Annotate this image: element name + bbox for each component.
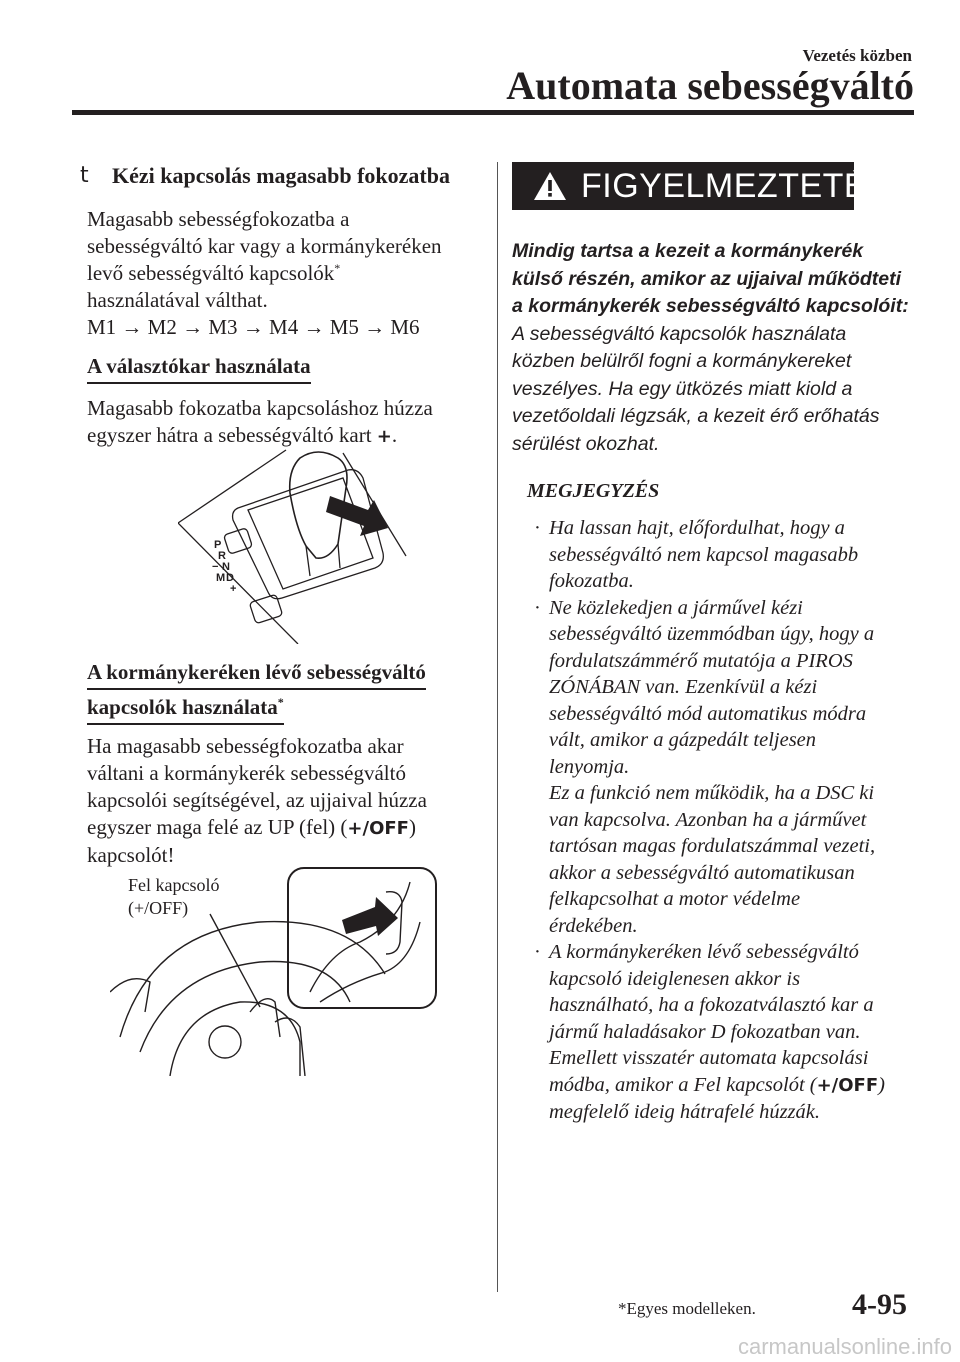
text-line: Ha magasabb sebességfokozatba akar [87,734,404,758]
warning-bold-line: a kormánykerék sebességváltó kapcsolóit: [512,295,909,317]
column-divider [497,162,498,1292]
gear-sequence: M1 → M2 → M3 → M4 → M5 → M6 [87,315,420,339]
intro-paragraph [87,206,482,341]
text-line: kapcsolót! [87,843,175,867]
page-title: Automata sebességváltó [506,63,914,108]
lever-heading-block [87,353,482,384]
subheading: Kézi kapcsolás magasabb fokozatba [112,163,450,188]
paddle-paragraph [87,733,482,869]
warning-bold-line: külső részén, amikor az ujjaival működteti [512,267,902,290]
note-title: MEGJEGYZÉS [527,480,660,502]
shifter-label-m: M [216,572,226,584]
warning-banner [512,162,891,210]
plus-off-button-symbol: +/OFF [816,1074,879,1096]
plus-off-button-symbol: +/OFF [347,818,409,839]
shifter-label-d: D [226,572,234,584]
warning-line: közben belülről fogni a kormánykereket [512,350,852,372]
shifter-label-plus: + [230,583,237,595]
text-line: sebességváltó kar vagy a kormánykeréken [87,234,442,258]
text-line: Magasabb sebességfokozatba a [87,207,350,231]
footnote: *Egyes modelleken. [618,1299,756,1318]
lever-heading: A választókar használata [87,353,311,384]
watermark: carmanualsonline.info [737,1334,952,1359]
paddle-heading-line: A kormánykeréken lévő sebességváltó [87,659,426,690]
paddle-heading-line: kapcsolók használata* [87,694,284,725]
warning-text [512,238,912,458]
warning-line: A sebességváltó kapcsolók használata [512,322,847,345]
figure-label: Fel kapcsoló (+/OFF) [128,875,220,918]
shifter-label-p: P [214,539,222,551]
text-line: váltani a kormánykerék sebességváltó [87,761,406,785]
steering-wheel-illustration [110,862,440,1076]
section-title: Vezetés közben [802,46,912,65]
text-line: egyszer hátra a sebességváltó kart +. [87,423,398,447]
warning-icon [532,170,568,202]
footnote-asterisk: * [334,261,341,275]
note-list [530,515,930,1126]
warning-line: vezetőoldali légzsák, a kezeit érő erőhatás [512,405,880,427]
shifter-label-r: R [218,550,226,562]
shift-lever-illustration [178,448,418,644]
plus-symbol: + [376,426,392,447]
text-line: egyszer maga felé az UP (fel) (+/OFF) [87,815,416,839]
text-line: levő sebességváltó kapcsolók* [87,261,341,285]
page-number: 4-95 [852,1288,907,1321]
warning-bold-line: Mindig tartsa a kezeit a kormánykerék [512,240,864,262]
header-divider [72,110,914,115]
note-item: · A kormánykeréken lévő sebességváltó kapcsoló ideiglenesen akkor is használható, ha a fokozatválasztó kar a jármű haladásakor D fokozatban van. Emellett visszatér automata kapcsolási módba, amikor a Fel kapcsolót (+/OFF) megfelelő ideig hátrafelé húzzák. [530,939,930,1126]
warning-line: sérülést okozhat. [512,432,660,455]
text-line: kapcsolói segítségével, az ujjaival húzza [87,788,427,812]
shifter-label-minus: − [212,561,219,573]
footnote-asterisk: * [277,695,284,709]
note-item: · Ne közlekedjen a járművel kézi sebességváltó üzemmódban úgy, hogy a fordulatszámmérő mutatója a PIROS ZÓNÁBAN van. Ezenkívül a kézi sebességváltó mód automatikus módra vált, amikor a gázpedált teljesen lenyomja. Ez a funkció nem működik, ha a DSC ki van kapcsolva. Azonban ha a járművet tartósan magas fordulatszámmal vezeti, akkor a sebességváltó automatikusan felkapcsolhat a motor védelme érdekében. [530,595,930,940]
note-item: · Ha lassan hajt, előfordulhat, hogy a sebességváltó nem kapcsol magasabb fokozatba. [530,515,930,595]
section-marker: t [80,163,89,188]
text-line: Magasabb fokozatba kapcsoláshoz húzza [87,396,433,420]
warning-line: veszélyes. Ha egy ütközés miatt kiold a [512,377,853,400]
shifter-label-n: N [222,561,230,573]
lever-paragraph [87,395,482,450]
warning-label: FIGYELMEZTETÉS [581,167,891,205]
paddle-heading-block [87,659,482,725]
text-line: használatával válthat. [87,288,268,312]
